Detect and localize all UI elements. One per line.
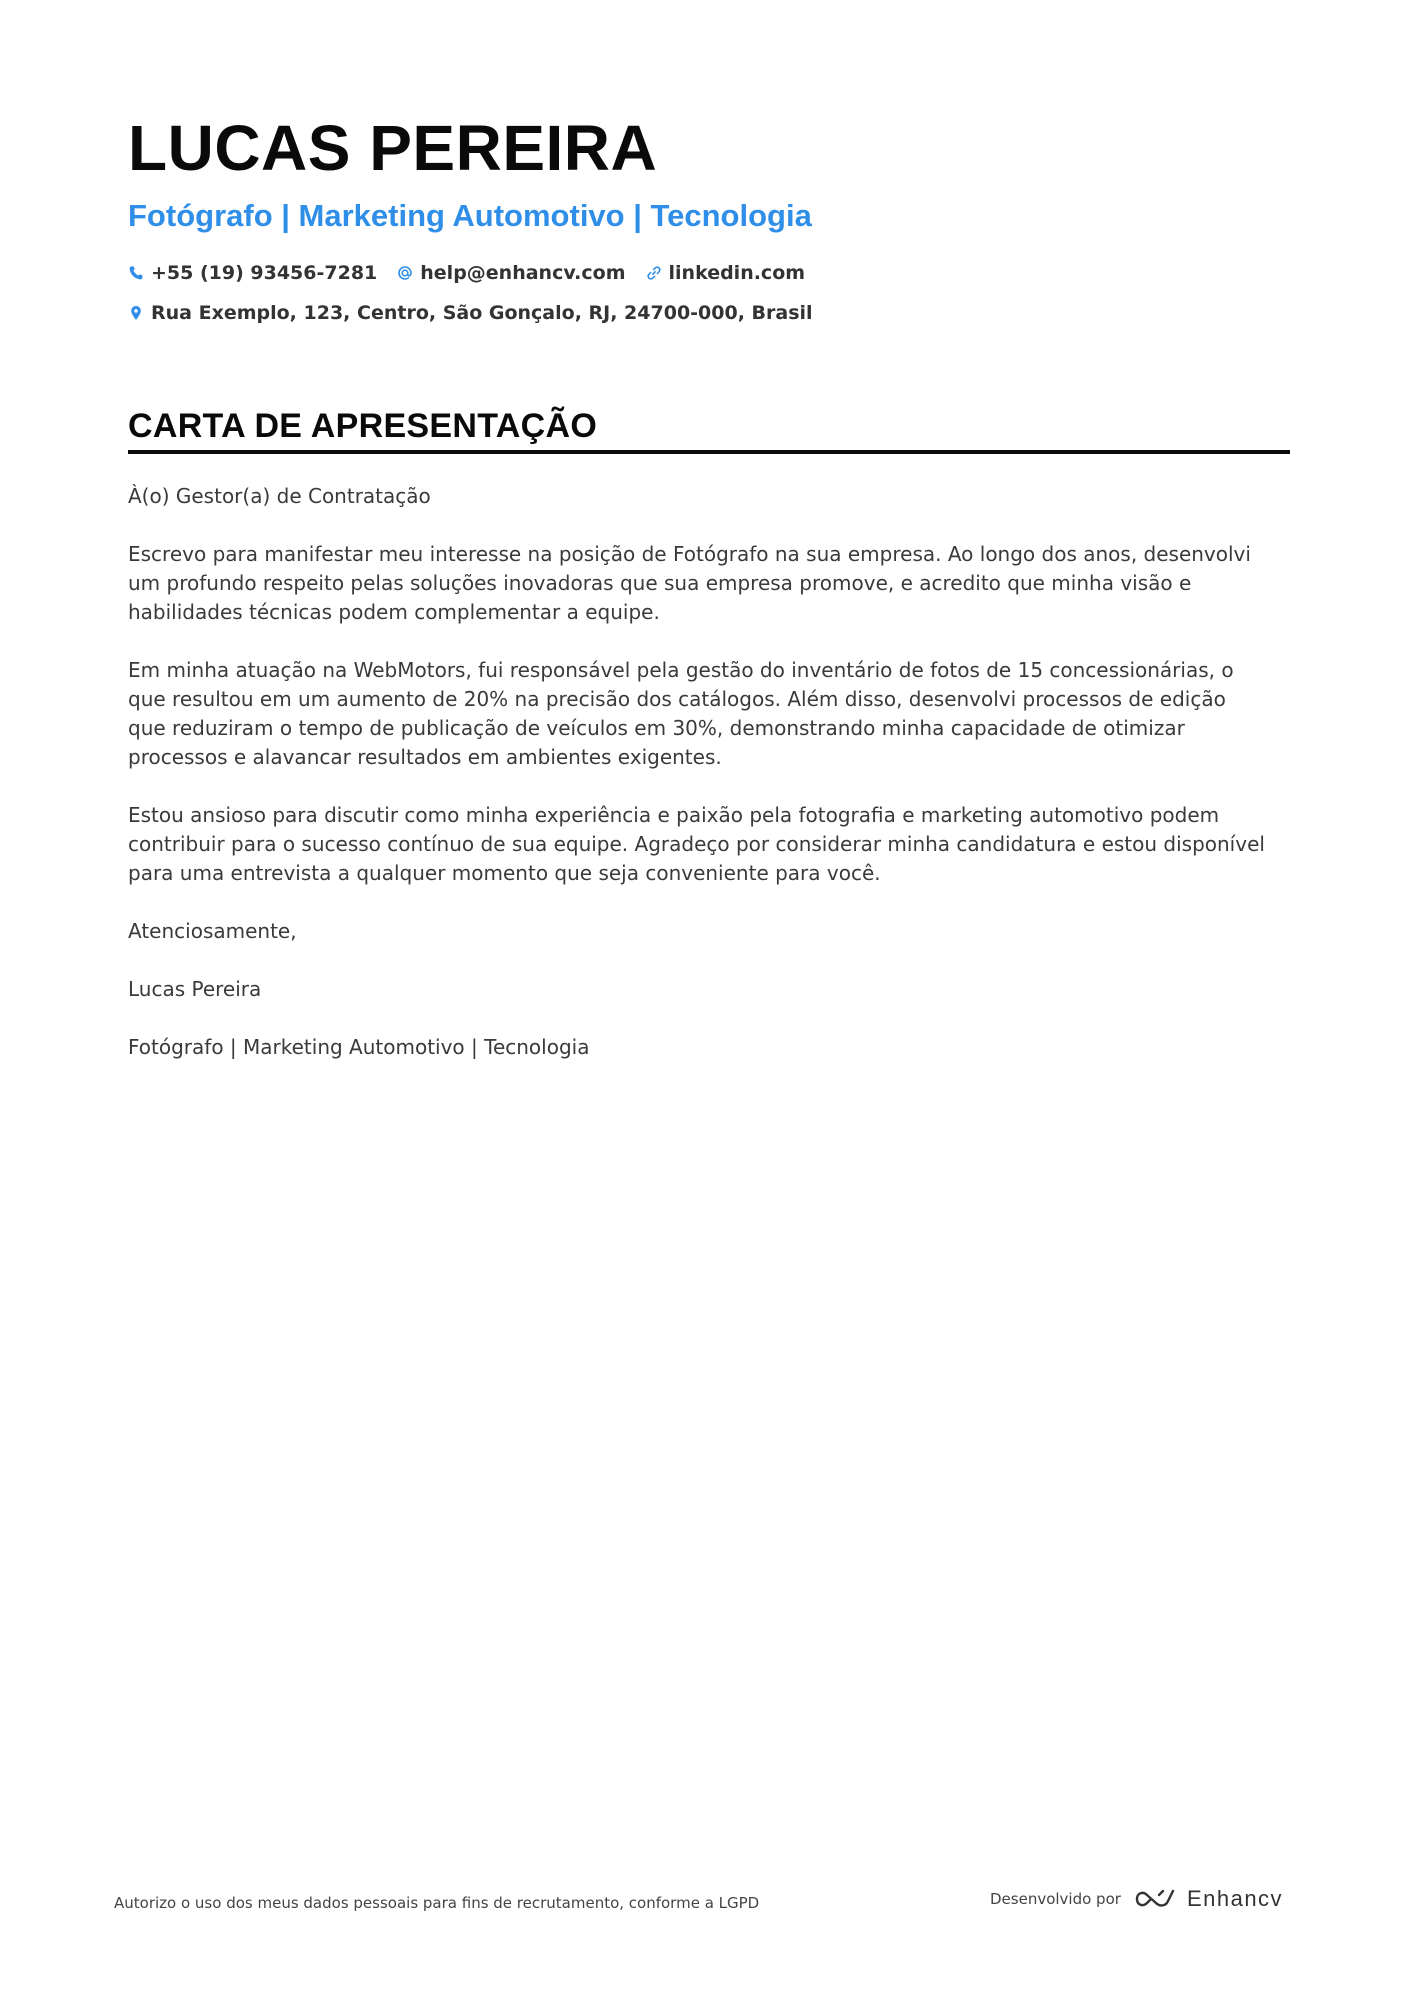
letter-closing: Atenciosamente, — [128, 919, 297, 943]
email-text: help@enhancv.com — [420, 262, 626, 284]
enhancv-brand — [1133, 1886, 1283, 1912]
link-icon — [646, 265, 662, 281]
letter-body — [128, 482, 1268, 1062]
contact-phone — [128, 262, 377, 284]
letter-paragraph: Em minha atuação na WebMotors, fui responsável pela gestão do inventário de fotos de 15 concessionárias, o que resultou em um aumento de 20% na precisão dos catálogos. Além disso, desenvolvi processos de edição que reduziram o tempo de publicação de veículos em 30%, demonstrando minha capacidade de otimizar processos e alavancar resultados em ambientes exigentes. — [128, 658, 1234, 769]
footer-consent: Autorizo o uso dos meus dados pessoais para fins de recrutamento, conforme a LGPD — [114, 1894, 760, 1912]
section-divider — [128, 450, 1290, 454]
link-text: linkedin.com — [668, 262, 806, 284]
footer-branding[interactable] — [990, 1886, 1283, 1912]
contact-address — [128, 302, 813, 324]
section-title: CARTA DE APRESENTAÇÃO — [128, 407, 598, 445]
letter-signature-name: Lucas Pereira — [128, 977, 262, 1001]
letter-paragraph: Estou ansioso para discutir como minha experiência e paixão pela fotografia e marketing automotivo podem contribuir para o sucesso contínuo de sua equipe. Agradeço por considerar minha candidatura e estou disponível para uma entrevista a qualquer momento que seja conveniente para você. — [128, 803, 1265, 885]
enhancv-wordmark: Enhancv — [1186, 1886, 1284, 1911]
contact-link[interactable] — [646, 262, 806, 284]
letter-paragraph: Escrevo para manifestar meu interesse na posição de Fotógrafo na sua empresa. Ao longo dos anos, desenvolvi um profundo respeito pelas soluções inovadoras que sua empresa promove, e acredito que minha visão e habilidades técnicas podem complementar a equipe. — [128, 542, 1251, 624]
letter-salutation: À(o) Gestor(a) de Contratação — [128, 484, 431, 508]
phone-icon — [128, 265, 144, 281]
enhancv-logo-icon — [1133, 1886, 1179, 1912]
address-text: Rua Exemplo, 123, Centro, São Gonçalo, RJ, 24700-000, Brasil — [151, 302, 813, 324]
powered-by-text: Desenvolvido por — [990, 1890, 1121, 1908]
letter-signature-title: Fotógrafo | Marketing Automotivo | Tecnologia — [128, 1035, 590, 1059]
phone-text: +55 (19) 93456-7281 — [151, 262, 378, 284]
contact-row-primary — [128, 258, 1288, 288]
contact-row-address — [128, 298, 1288, 328]
candidate-headline: Fotógrafo | Marketing Automotivo | Tecnologia — [128, 198, 812, 233]
cover-letter-section — [128, 404, 1290, 1091]
candidate-name: LUCAS PEREIRA — [128, 112, 658, 184]
at-icon — [397, 265, 413, 281]
location-pin-icon — [128, 305, 144, 321]
header — [128, 108, 1288, 328]
contact-email[interactable] — [397, 262, 625, 284]
